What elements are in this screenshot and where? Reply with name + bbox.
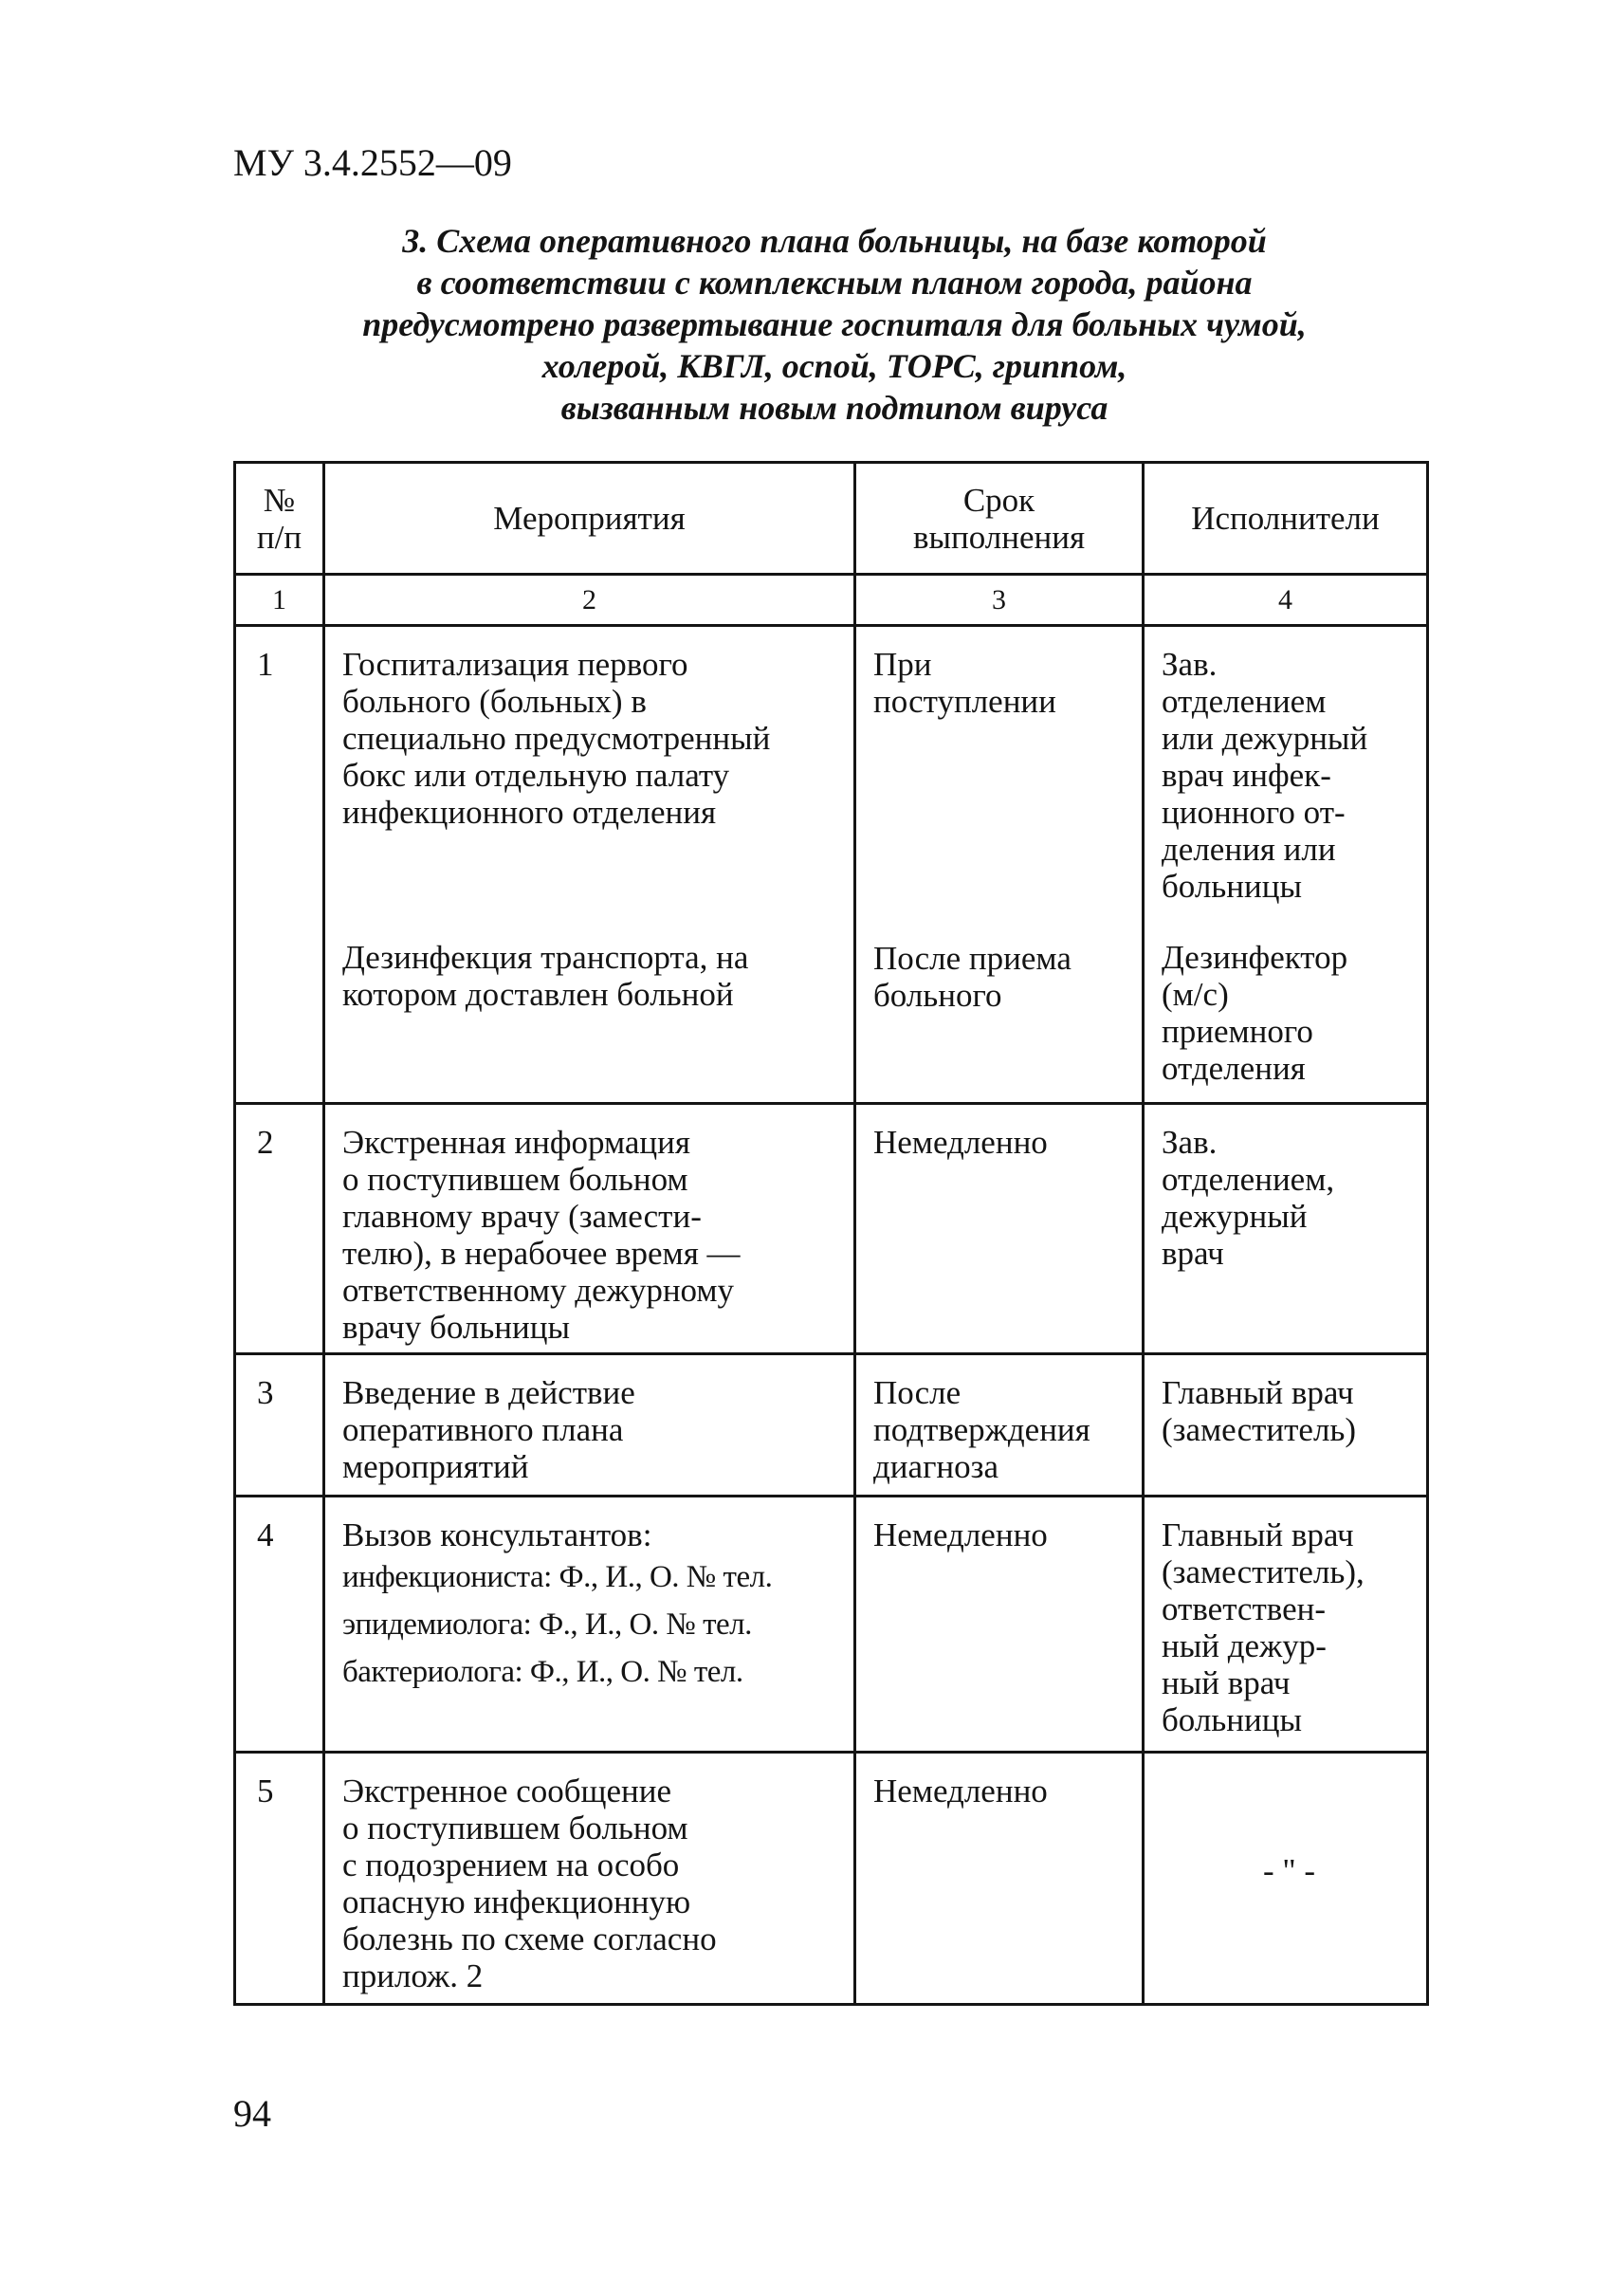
title-line: предусмотрено развертывание госпиталя для больных чумой, bbox=[362, 305, 1307, 343]
executor-cell: Главный врач (заместитель) bbox=[1144, 1354, 1428, 1497]
title-line: холерой, КВГЛ, оспой, ТОРС, гриппом, bbox=[541, 347, 1127, 385]
ditto-mark: - " - bbox=[1262, 1852, 1316, 1889]
column-number: 1 bbox=[235, 575, 324, 626]
row-number: 5 bbox=[235, 1753, 324, 2005]
executor-cell bbox=[1144, 1753, 1428, 2005]
header-executors: Исполнители bbox=[1144, 463, 1428, 575]
measure-cell: Вызов консультантов: инфекциониста: Ф., И., О. № тел. эпидемиолога: Ф., И., О. № тел. бактериолога: Ф., И., О. № тел. bbox=[324, 1497, 855, 1753]
column-number: 3 bbox=[855, 575, 1144, 626]
table-row bbox=[235, 1753, 1428, 2005]
section-title bbox=[284, 220, 1384, 429]
document-code: МУ 3.4.2552—09 bbox=[233, 141, 512, 184]
row-number: 2 bbox=[235, 1104, 324, 1354]
term-cell: При поступлении После приема больного bbox=[855, 626, 1144, 1104]
column-number: 4 bbox=[1144, 575, 1428, 626]
consultant-line: инфекциониста: Ф., И., О. № тел. bbox=[342, 1560, 773, 1594]
term-cell: Немедленно bbox=[855, 1104, 1144, 1354]
measures-table bbox=[233, 461, 1429, 2006]
measure-cell: Введение в действие оперативного плана мероприятий bbox=[324, 1354, 855, 1497]
term-cell: Немедленно bbox=[855, 1753, 1144, 2005]
executor-cell: Главный врач (заместитель), ответствен- ный дежур- ный врач больницы bbox=[1144, 1497, 1428, 1753]
table-row bbox=[235, 1497, 1428, 1753]
row-number: 1 bbox=[235, 626, 324, 1104]
header-term: Срок выполнения bbox=[855, 463, 1144, 575]
consultant-line: бактериолога: Ф., И., О. № тел. bbox=[342, 1655, 743, 1689]
measure-cell: Экстренное сообщение о поступившем больном с подозрением на особо опасную инфекционную болезнь по схеме согласно прилож. 2 bbox=[324, 1753, 855, 2005]
column-number: 2 bbox=[324, 575, 855, 626]
row-number: 4 bbox=[235, 1497, 324, 1753]
term-cell: После подтверждения диагноза bbox=[855, 1354, 1144, 1497]
measure-cell: Экстренная информация о поступившем больном главному врачу (замести- телю), в нерабочее время — ответственному дежурному врачу больницы bbox=[324, 1104, 855, 1354]
table-row bbox=[235, 1354, 1428, 1497]
header-number: № п/п bbox=[235, 463, 324, 575]
title-line: 3. Схема оперативного плана больницы, на базе которой bbox=[402, 222, 1267, 260]
term-cell: Немедленно bbox=[855, 1497, 1144, 1753]
consultant-line: эпидемиолога: Ф., И., О. № тел. bbox=[342, 1607, 752, 1642]
executor-cell: Зав. отделением, дежурный врач bbox=[1144, 1104, 1428, 1354]
column-number-row bbox=[235, 575, 1428, 626]
header-measures: Мероприятия bbox=[324, 463, 855, 575]
executor-cell: Зав. отделением или дежурный врач инфек- ционного от- деления или больницы Дезинфектор (м/с) приемного отделения bbox=[1144, 626, 1428, 1104]
table-row bbox=[235, 626, 1428, 1104]
table-header-row bbox=[235, 463, 1428, 575]
table-row bbox=[235, 1104, 1428, 1354]
title-line: в соответствии с комплексным планом города, района bbox=[416, 264, 1253, 302]
page-number: 94 bbox=[233, 2092, 271, 2135]
row-number: 3 bbox=[235, 1354, 324, 1497]
title-line: вызванным новым подтипом вируса bbox=[560, 389, 1108, 427]
measure-cell: Госпитализация первого больного (больных) в специально предусмотренный бокс или отдельную палату инфекционного отделения Дезинфекция транспорта, на котором доставлен больной bbox=[324, 626, 855, 1104]
